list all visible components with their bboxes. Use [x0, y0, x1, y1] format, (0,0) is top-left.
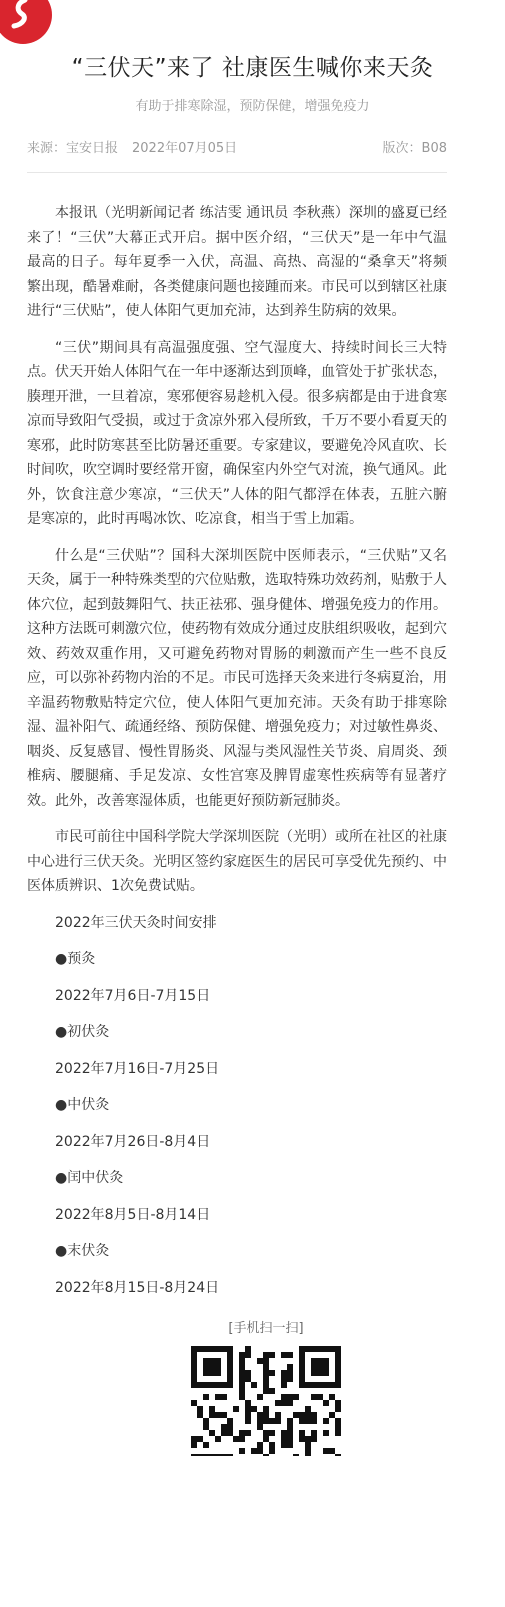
schedule-item-label: ●闰中伏灸: [55, 1170, 124, 1186]
article-subtitle: 有助于排寒除湿，预防保健，增强免疫力: [135, 99, 370, 114]
qr-section: [27, 1312, 505, 1456]
article-title: “三伏天”来了 社康医生喊你来天灸: [71, 55, 434, 81]
schedule-item-date: 2022年8月15日-8月24日: [55, 1279, 220, 1296]
article-meta: [27, 140, 447, 173]
schedule-item-label: ●初伏灸: [55, 1024, 110, 1040]
schedule-item-date: 2022年8月5日-8月14日: [55, 1206, 211, 1223]
schedule-heading: 2022年三伏天灸时间安排: [55, 914, 217, 931]
article-paragraph: 市民可前往中国科学院大学深圳医院（光明）或所在社区的社康中心进行三伏天灸。光明区签约家庭医生的居民可享受优先预约、中医体质辨识、1次免费试贴。: [27, 829, 447, 894]
schedule-item-label: ●预灸: [55, 951, 96, 967]
qr-code-icon: [191, 1346, 341, 1456]
schedule-item-date: 2022年7月26日-8月4日: [55, 1133, 211, 1150]
article-edition: 版次：B08: [382, 141, 447, 156]
schedule-item-label: ●末伏灸: [55, 1243, 110, 1259]
article-paragraph: 本报讯（光明新闻记者 练洁雯 通讯员 李秋燕）深圳的盛夏已经来了！“三伏”大幕正式开启。据中医介绍，“三伏天”是一年中气温最高的日子。每年夏季一入伏，高温、高热、高湿的“桑拿天”将频繁出现，酷暑难耐，各类健康问题也接踵而来。市民可以到辖区社康进行“三伏贴”，使人体阳气更加充沛，达到养生防病的效果。: [27, 205, 447, 319]
article-body: [27, 173, 447, 1300]
qr-caption: [手机扫一扫]: [228, 1321, 304, 1336]
article-date: 2022年07月05日: [132, 141, 238, 156]
schedule-item-date: 2022年7月16日-7月25日: [55, 1060, 220, 1077]
schedule-item-label: ●中伏灸: [55, 1097, 110, 1113]
article-source: 来源：宝安日报: [27, 141, 119, 156]
article-paragraph: “三伏”期间具有高温强度强、空气湿度大、持续时间长三大特点。伏天开始人体阳气在一年中逐渐达到顶峰，血管处于扩张状态，腠理开泄，一旦着凉，寒邪便容易趁机入侵。很多病都是由于进食寒凉而导致阳气受损，或过于贪凉外邪入侵所致，千万不要小看夏天的寒邪，此时防寒甚至比防暑还重要。专家建议，要避免冷风直吹、长时间吹，吹空调时要经常开窗，确保室内外空气对流，换气通风。此外，饮食注意少寒凉，“三伏天”人体的阳气都浮在体表，五脏六腑是寒凉的，此时再喝冰饮、吃凉食，相当于雪上加霜。: [27, 339, 447, 527]
schedule-item-date: 2022年7月6日-7月15日: [55, 987, 211, 1004]
article-paragraph: 什么是“三伏贴”？国科大深圳医院中医师表示，“三伏贴”又名天灸，属于一种特殊类型的穴位贴敷，选取特殊功效药剂，贴敷于人体穴位，起到鼓舞阳气、扶正祛邪、强身健体、增强免疫力的作用。这种方法既可刺激穴位，使药物有效成分通过皮肤组织吸收，起到穴效、药效双重作用，又可避免药物对胃肠的刺激而产生一些不良反应，可以弥补药物内治的不足。市民可选择天灸来进行冬病夏治，用辛温药物敷贴特定穴位，使人体阳气更加充沛。天灸有助于排寒除湿、温补阳气、疏通经络、预防保健、增强免疫力；对过敏性鼻炎、咽炎、反复感冒、慢性胃肠炎、风湿与类风湿性关节炎、肩周炎、颈椎病、腰腿痛、手足发凉、女性宫寒及脾胃虚寒性疾病等有显著疗效。此外，改善寒湿体质，也能更好预防新冠肺炎。: [27, 547, 447, 809]
